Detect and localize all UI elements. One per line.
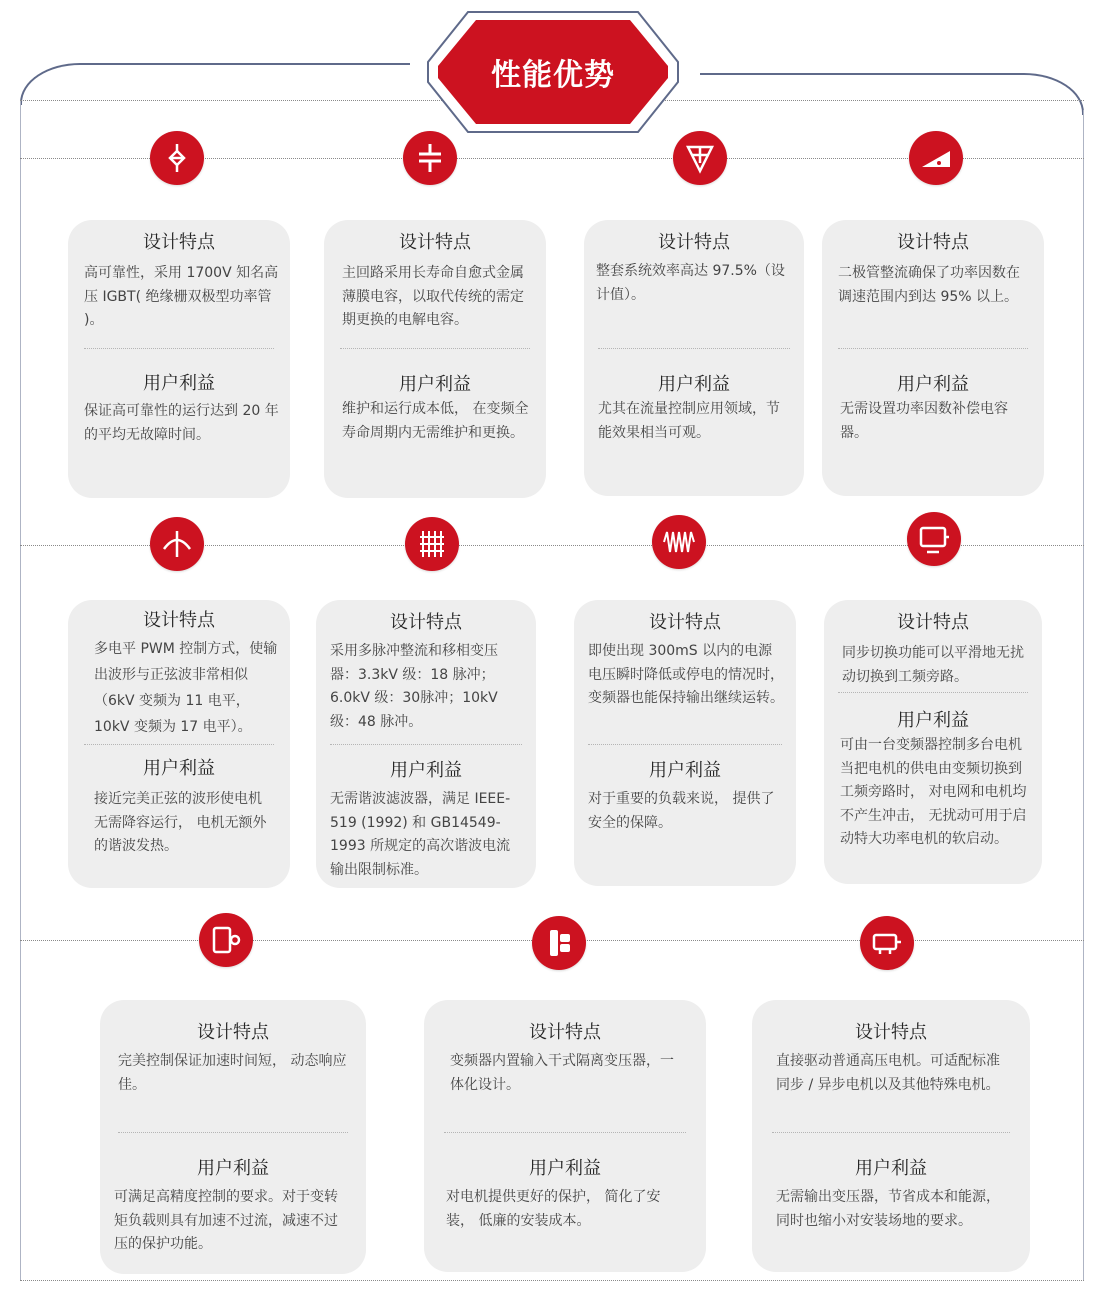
design-heading: 设计特点: [143, 610, 215, 631]
design-heading: 设计特点: [855, 1022, 927, 1043]
bypass-icon: [907, 512, 961, 566]
page-title: 性能优势: [491, 58, 615, 93]
benefit-text: 无需谐波滤波器，满足 IEEE-519 (1992) 和 GB14549-1993 所规定的高次谐波电流输出限制标准。: [330, 791, 511, 878]
design-text: 主回路采用长寿命自愈式金属薄膜电容，以取代传统的需定期更换的电解电容。: [342, 265, 524, 328]
feature-card-11: [752, 1000, 1030, 1272]
benefit-heading: 用户利益: [390, 760, 462, 781]
feature-card-3: [584, 220, 804, 496]
benefit-heading: 用户利益: [143, 373, 215, 394]
capacitor-icon: [403, 131, 457, 185]
benefit-heading: 用户利益: [855, 1158, 927, 1179]
feature-card-4: [822, 220, 1044, 496]
design-text: 同步切换功能可以平滑地无扰动切换到工频旁路。: [842, 645, 1024, 685]
design-heading: 设计特点: [658, 232, 730, 253]
card-separator: [84, 744, 274, 745]
frame-corner-right: [1012, 73, 1084, 115]
benefit-text: 无需设置功率因数补偿电容器。: [840, 401, 1008, 441]
benefit-heading: 用户利益: [197, 1158, 269, 1179]
control-icon: [199, 913, 253, 967]
design-heading: 设计特点: [897, 612, 969, 633]
benefit-text: 保证高可靠性的运行达到 20 年的平均无故障时间。: [84, 403, 279, 443]
benefit-text: 可满足高精度控制的要求。对于变转矩负载则具有加速不过流，减速不过压的保护功能。: [114, 1189, 338, 1252]
card-separator: [330, 744, 522, 745]
design-text: 整套系统效率高达 97.5%（设计值）。: [596, 263, 785, 303]
design-heading: 设计特点: [399, 232, 471, 253]
design-text: 完美控制保证加速时间短， 动态响应佳。: [118, 1053, 347, 1093]
benefit-heading: 用户利益: [399, 374, 471, 395]
frame-corner-left: [20, 63, 92, 105]
feature-card-5: [68, 600, 290, 888]
card-separator: [588, 744, 782, 745]
frame-top-right-line: [700, 73, 1012, 75]
multilevel-icon: [150, 517, 204, 571]
feature-card-9: [100, 1000, 366, 1274]
integrated-transformer-icon: [532, 916, 586, 970]
benefit-heading: 用户利益: [897, 374, 969, 395]
feature-card-10: [424, 1000, 706, 1272]
efficiency-icon: [673, 131, 727, 185]
title-badge: [426, 10, 680, 134]
card-separator: [772, 1132, 1010, 1133]
design-heading: 设计特点: [143, 232, 215, 253]
feature-card-7: [574, 600, 796, 886]
feature-card-1: [68, 220, 290, 498]
design-heading: 设计特点: [649, 612, 721, 633]
card-separator: [340, 348, 530, 349]
design-heading: 设计特点: [390, 612, 462, 633]
design-text: 变频器内置输入干式隔离变压器，一体化设计。: [450, 1053, 674, 1093]
benefit-text: 可由一台变频器控制多台电机当把电机的供电由变频切换到工频旁路时， 对电网和电机均不产生冲击， 无扰动可用于启动特大功率电机的软启动。: [840, 737, 1027, 847]
benefit-heading: 用户利益: [529, 1158, 601, 1179]
benefit-text: 对于重要的负载来说， 提供了安全的保障。: [588, 791, 775, 831]
card-separator: [838, 348, 1028, 349]
feature-card-2: [324, 220, 546, 498]
design-text: 多电平 PWM 控制方式，使输出波形与正弦波非常相似（6kV 变频为 11 电平，10kV 变频为 17 电平）。: [94, 641, 278, 735]
waveform-icon: [652, 515, 706, 569]
benefit-heading: 用户利益: [658, 374, 730, 395]
benefit-text: 对电机提供更好的保护， 简化了安装， 低廉的安装成本。: [446, 1189, 661, 1229]
benefit-text: 接近完美正弦的波形使电机无需降容运行， 电机无额外的谐波发热。: [94, 791, 267, 854]
design-heading: 设计特点: [897, 232, 969, 253]
frame-right-line: [1083, 110, 1084, 1280]
design-text: 二极管整流确保了功率因数在调速范围内到达 95% 以上。: [838, 265, 1020, 305]
power-factor-icon: [909, 131, 963, 185]
motor-icon: [860, 916, 914, 970]
thyristor-icon: [150, 131, 204, 185]
benefit-heading: 用户利益: [897, 710, 969, 731]
design-text: 直接驱动普通高压电机。可适配标准同步 / 异步电机以及其他特殊电机。: [776, 1053, 1000, 1093]
design-text: 高可靠性，采用 1700V 知名高压 IGBT( 绝缘栅双极型功率管 )。: [84, 265, 279, 328]
card-separator: [84, 348, 274, 349]
divider-bottom: [20, 1280, 1084, 1281]
feature-card-6: [316, 600, 536, 888]
card-separator: [118, 1132, 348, 1133]
design-heading: 设计特点: [529, 1022, 601, 1043]
card-separator: [444, 1132, 686, 1133]
benefit-text: 无需输出变压器，节省成本和能源，同时也缩小对安装场地的要求。: [776, 1189, 1000, 1229]
benefit-text: 维护和运行成本低， 在变频全寿命周期内无需维护和更换。: [342, 401, 529, 441]
design-text: 采用多脉冲整流和移相变压器：3.3kV 级：18 脉冲；6.0kV 级：30脉冲；10kV 级：48 脉冲。: [330, 643, 498, 730]
benefit-heading: 用户利益: [649, 760, 721, 781]
design-heading: 设计特点: [197, 1022, 269, 1043]
transformer-icon: [405, 517, 459, 571]
frame-left-line: [20, 100, 21, 1280]
design-text: 即使出现 300mS 以内的电源电压瞬时降低或停电的情况时， 变频器也能保持输出继续运转。: [588, 643, 784, 706]
feature-card-8: [824, 600, 1042, 884]
benefit-heading: 用户利益: [143, 758, 215, 779]
frame-top-left-line: [90, 63, 410, 65]
benefit-text: 尤其在流量控制应用领域，节能效果相当可观。: [598, 401, 780, 441]
card-separator: [598, 348, 790, 349]
card-separator: [838, 692, 1028, 693]
